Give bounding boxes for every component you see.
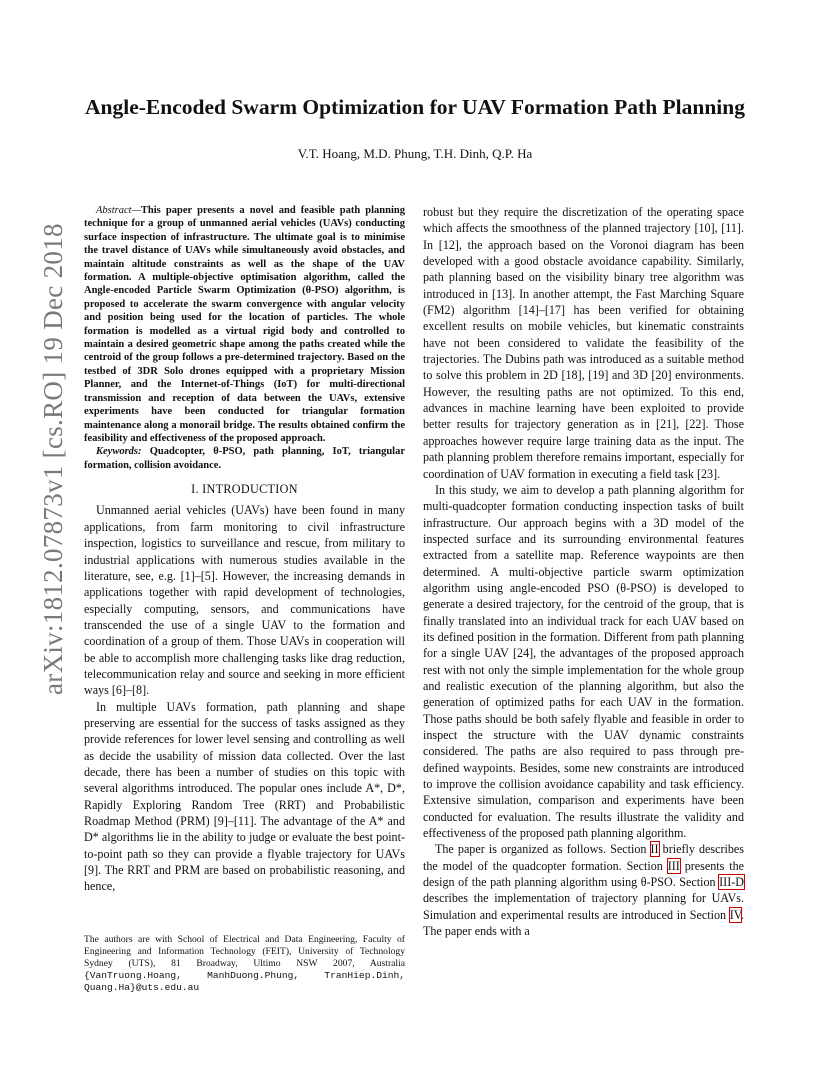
abstract-body: This paper presents a novel and feasible path planning technique for a group of unmanned aerial vehicles (UAVs) conducting surface inspection of infrastructure. The ultimate goal is to minimise the travel distance of UAVs while simultaneously avoid obstacles, and maintain altitude constraints as well as the shape of the UAV formation. A multiple-objective optimisation algorithm, called the Angle-encoded Particle Swarm Optimization (θ-PSO) algorithm, is proposed to accelerate the swarm convergence with angular velocity and position being used for the location of particles. The whole formation is modelled as a virtual rigid body and controlled to maintain a desired geometric shape among the paths created while the centroid of the group follows a pre-determined trajectory. Based on the testbed of 3DR Solo drones equipped with a proprietary Mission Planner, and the Internet-of-Things (IoT) for multi-directional transmission and reception of data between the UAVs, extensive experiments have been conducted for triangular formation maintenance along a monorail bridge. The results obtained confirm the feasibility and effectiveness of the proposed approach. [84,205,405,444]
intro-paragraph-3: robust but they require the discretization of the operating space which affects the smoothness of the planned trajectory [10], [11]. In [12], the approach based on the Voronoi diagram has been developed with a good obstacle avoidance capability. Similarly, path planning based on the visibility binary tree algorithm was introduced in [13]. In another attempt, the Fast Marching Square (FM2) algorithm [14]–[17] has been verified for obtaining excellent results on mobile vehicles, but kinematic constraints have not been considered to validate the feasibility of the trajectories. The Dubins path was introduced as a suitable method to solve this problem in 2D [18], [19] and 3D [20] environments. However, the resulting paths are not optimized. To this end, advances in machine learning have been exploited to provide better results for trajectory generation as in [21], [22]. Those approaches however require large training data as the input. The path planning problem therefore remains important, especially for coordination of UAV formation in executing a field task [23]. [423,205,744,481]
left-column [84,204,405,895]
intro-paragraph-4: In this study, we aim to develop a path planning algorithm for multi-quadcopter formation conducting inspection tasks of built infrastructure. Our approach begins with a 3D model of the inspected surface and its surrounding environmental features extracted from a satellite map. Reference waypoints are then determined. A multi-objective particle swarm optimization algorithm using angle-encoded PSO (θ-PSO) is developed to generate a desired trajectory, for the centroid of the group, that is finally translated into an individual track for each UAV based on its defined position in the formation. Different from path planning for a single UAV [24], the advantages of the proposed approach rest with not only the simple implementation for the whole group and realistic execution of the planning algorithm, but also the generation of optimized paths for each UAV in the formation. Those paths should be both safely flyable and feasible in order to inspect the structure with the UAV dynamic constraints considered. The paths are also required to pass through pre-defined waypoints. Besides, some new constraints are introduced to improve the collision avoidance capability and task efficiency. Extensive simulation, comparison and experiments have been conducted for evaluation. The results illustrate the validity and effectiveness of the proposed path planning algorithm. [423,482,744,841]
section-link-III-D[interactable]: III-D [719,875,744,890]
section-link-IV[interactable]: IV [729,907,741,922]
abstract-lead: Abstract— [96,205,141,216]
author-affiliation-footnote [84,934,405,994]
section-link-III[interactable]: III [667,858,680,873]
organization-text-e: . The paper ends with a [423,907,744,939]
organization-text-b: briefly describes the model of the quadcopter formation. Section [423,842,745,873]
abstract [84,204,405,445]
arxiv-id-text: arXiv:1812.07873v1 [cs.RO] 19 Dec 2018 [38,223,68,695]
keywords-text: Quadcopter, θ-PSO, path planning, IoT, triangular formation, collision avoidance. [84,446,406,471]
organization-text-a: The paper is organized as follows. Section [435,842,651,857]
author-emails: {VanTruong.Hoang, ManhDuong.Phung, TranHiep.Dinh, Quang.Ha}@uts.edu.au [84,970,405,993]
arxiv-identifier-sidebar [0,0,68,1072]
keywords-lead: Keywords: [96,446,142,458]
organization-text-c: presents the design of the path planning algorithm using θ-PSO. Section [423,858,744,890]
footnote-text: The authors are with School of Electrical and Data Engineering, Faculty of Engineering and Information Technology (FEIT), University of Technology Sydney (UTS), 81 Broadway, Ultimo NSW 2007, Australia [84,934,405,969]
section-link-II[interactable]: II [650,842,659,857]
author-list: V.T. Hoang, M.D. Phung, T.H. Dinh, Q.P. Ha [297,146,533,161]
section-heading-introduction: I. INTRODUCTION [191,482,298,497]
paper-title: Angle-Encoded Swarm Optimization for UAV Formation Path Planning [85,95,745,119]
organization-text-d: describes the implementation of trajectory planning for UAVs. Simulation and experimental results are introduced in Section [423,891,744,922]
intro-paragraph-2: In multiple UAVs formation, path planning and shape preserving are essential for the success of tasks assigned as they provide references for lower level sensing and controlling as well as decide the usability of mission data collected. Over the last decade, there has been a number of studies on this topic with several algorithms introduced. The popular ones include A*, D*, Rapidly Exploring Random Tree (RRT) and Probabilistic Roadmap Method (PRM) [9]–[11]. The advantage of the A* and D* algorithms lie in the ability to judge or evaluate the best point-to-point path so they can provide a flyable trajectory for UAVs [9]. The RRT and PRM are based on probabilistic reasoning, and hence, [84,699,405,894]
intro-paragraph-5 [423,841,744,939]
right-column [423,204,744,939]
keywords [84,445,405,472]
intro-paragraph-1: Unmanned aerial vehicles (UAVs) have been found in many applications, from farm monitoring to civil infrastructure inspection, logistics to surveillance and rescue, from military to industrial applications with numerous studies available in the literature, see, e.g. [1]–[5]. However, the increasing demands in applications together with rapid development of technologies, especially computing, sensors, and communications have transcended the use of a single UAV to the formation and coordination of a group of them. Those UAVs in cooperation will be able to accomplish more challenging tasks like drag reduction, telecommunication relay and source and seeking in more efficient ways [6]–[8]. [84,503,405,698]
